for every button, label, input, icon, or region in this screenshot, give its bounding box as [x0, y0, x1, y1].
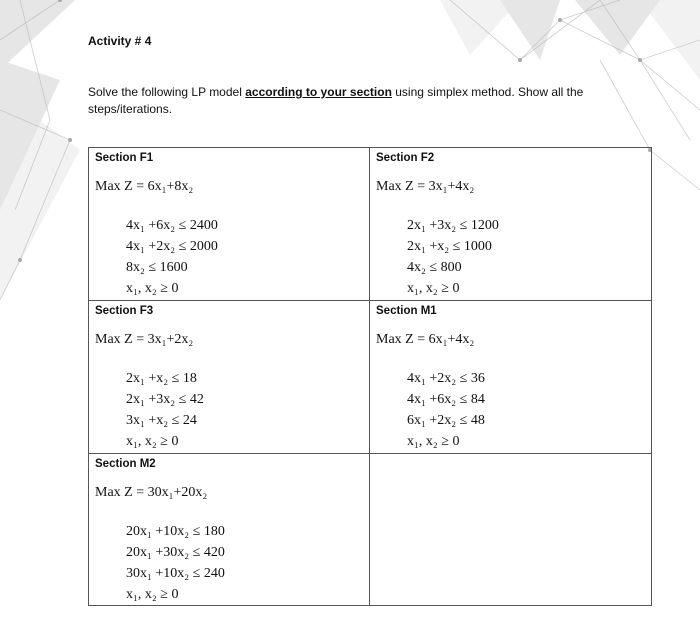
- section-title: Section M2: [95, 458, 156, 470]
- constraint: 30x₁ +10x₂ ≤ 240: [126, 566, 225, 581]
- constraint: 4x₁ +6x₂ ≤ 84: [407, 392, 485, 407]
- non-negativity-constraint: x₁, x₂ ≥ 0: [126, 434, 179, 449]
- objective-function: Max Z = 3x₁+4x₂: [376, 179, 475, 194]
- constraint: 2x₁ +3x₂ ≤ 1200: [407, 218, 499, 233]
- activity-title: Activity # 4: [88, 34, 152, 48]
- non-negativity-constraint: x₁, x₂ ≥ 0: [126, 587, 179, 602]
- section-title: Section F2: [376, 152, 435, 164]
- constraint: 8x₂ ≤ 1600: [126, 260, 188, 275]
- constraint: 2x₁ +x₂ ≤ 1000: [407, 239, 492, 254]
- instructions-emphasis: according to your section: [245, 85, 392, 99]
- instructions-before: Solve the following LP model: [88, 85, 246, 99]
- section-cell-m1: [370, 301, 652, 454]
- section-title: Section M1: [376, 305, 437, 317]
- empty-cell: [370, 454, 652, 606]
- non-negativity-constraint: x₁, x₂ ≥ 0: [407, 434, 460, 449]
- objective-function: Max Z = 6x₁+8x₂: [95, 179, 194, 194]
- constraint: 6x₁ +2x₂ ≤ 48: [407, 413, 485, 428]
- instructions-after: using simplex method. Show all the steps/iterations.: [88, 85, 584, 116]
- section-title: Section F1: [95, 152, 154, 164]
- constraint: 2x₁ +x₂ ≤ 18: [126, 371, 197, 386]
- section-cell-m2: [89, 454, 370, 606]
- constraint: 4x₂ ≤ 800: [407, 260, 462, 275]
- constraint: 20x₁ +30x₂ ≤ 420: [126, 545, 225, 560]
- section-cell-f2: [370, 148, 652, 301]
- instructions: [88, 84, 628, 118]
- non-negativity-constraint: x₁, x₂ ≥ 0: [407, 281, 460, 296]
- objective-function: Max Z = 6x₁+4x₂: [376, 332, 475, 347]
- constraint: 20x₁ +10x₂ ≤ 180: [126, 524, 225, 539]
- constraint: 4x₁ +2x₂ ≤ 36: [407, 371, 485, 386]
- objective-function: Max Z = 30x₁+20x₂: [95, 485, 208, 500]
- section-cell-f3: [89, 301, 370, 454]
- lp-models-table: [88, 147, 652, 606]
- non-negativity-constraint: x₁, x₂ ≥ 0: [126, 281, 179, 296]
- constraint: 2x₁ +3x₂ ≤ 42: [126, 392, 204, 407]
- constraint: 3x₁ +x₂ ≤ 24: [126, 413, 197, 428]
- section-cell-f1: [89, 148, 370, 301]
- section-title: Section F3: [95, 305, 154, 317]
- constraint: 4x₁ +2x₂ ≤ 2000: [126, 239, 218, 254]
- constraint: 4x₁ +6x₂ ≤ 2400: [126, 218, 218, 233]
- objective-function: Max Z = 3x₁+2x₂: [95, 332, 194, 347]
